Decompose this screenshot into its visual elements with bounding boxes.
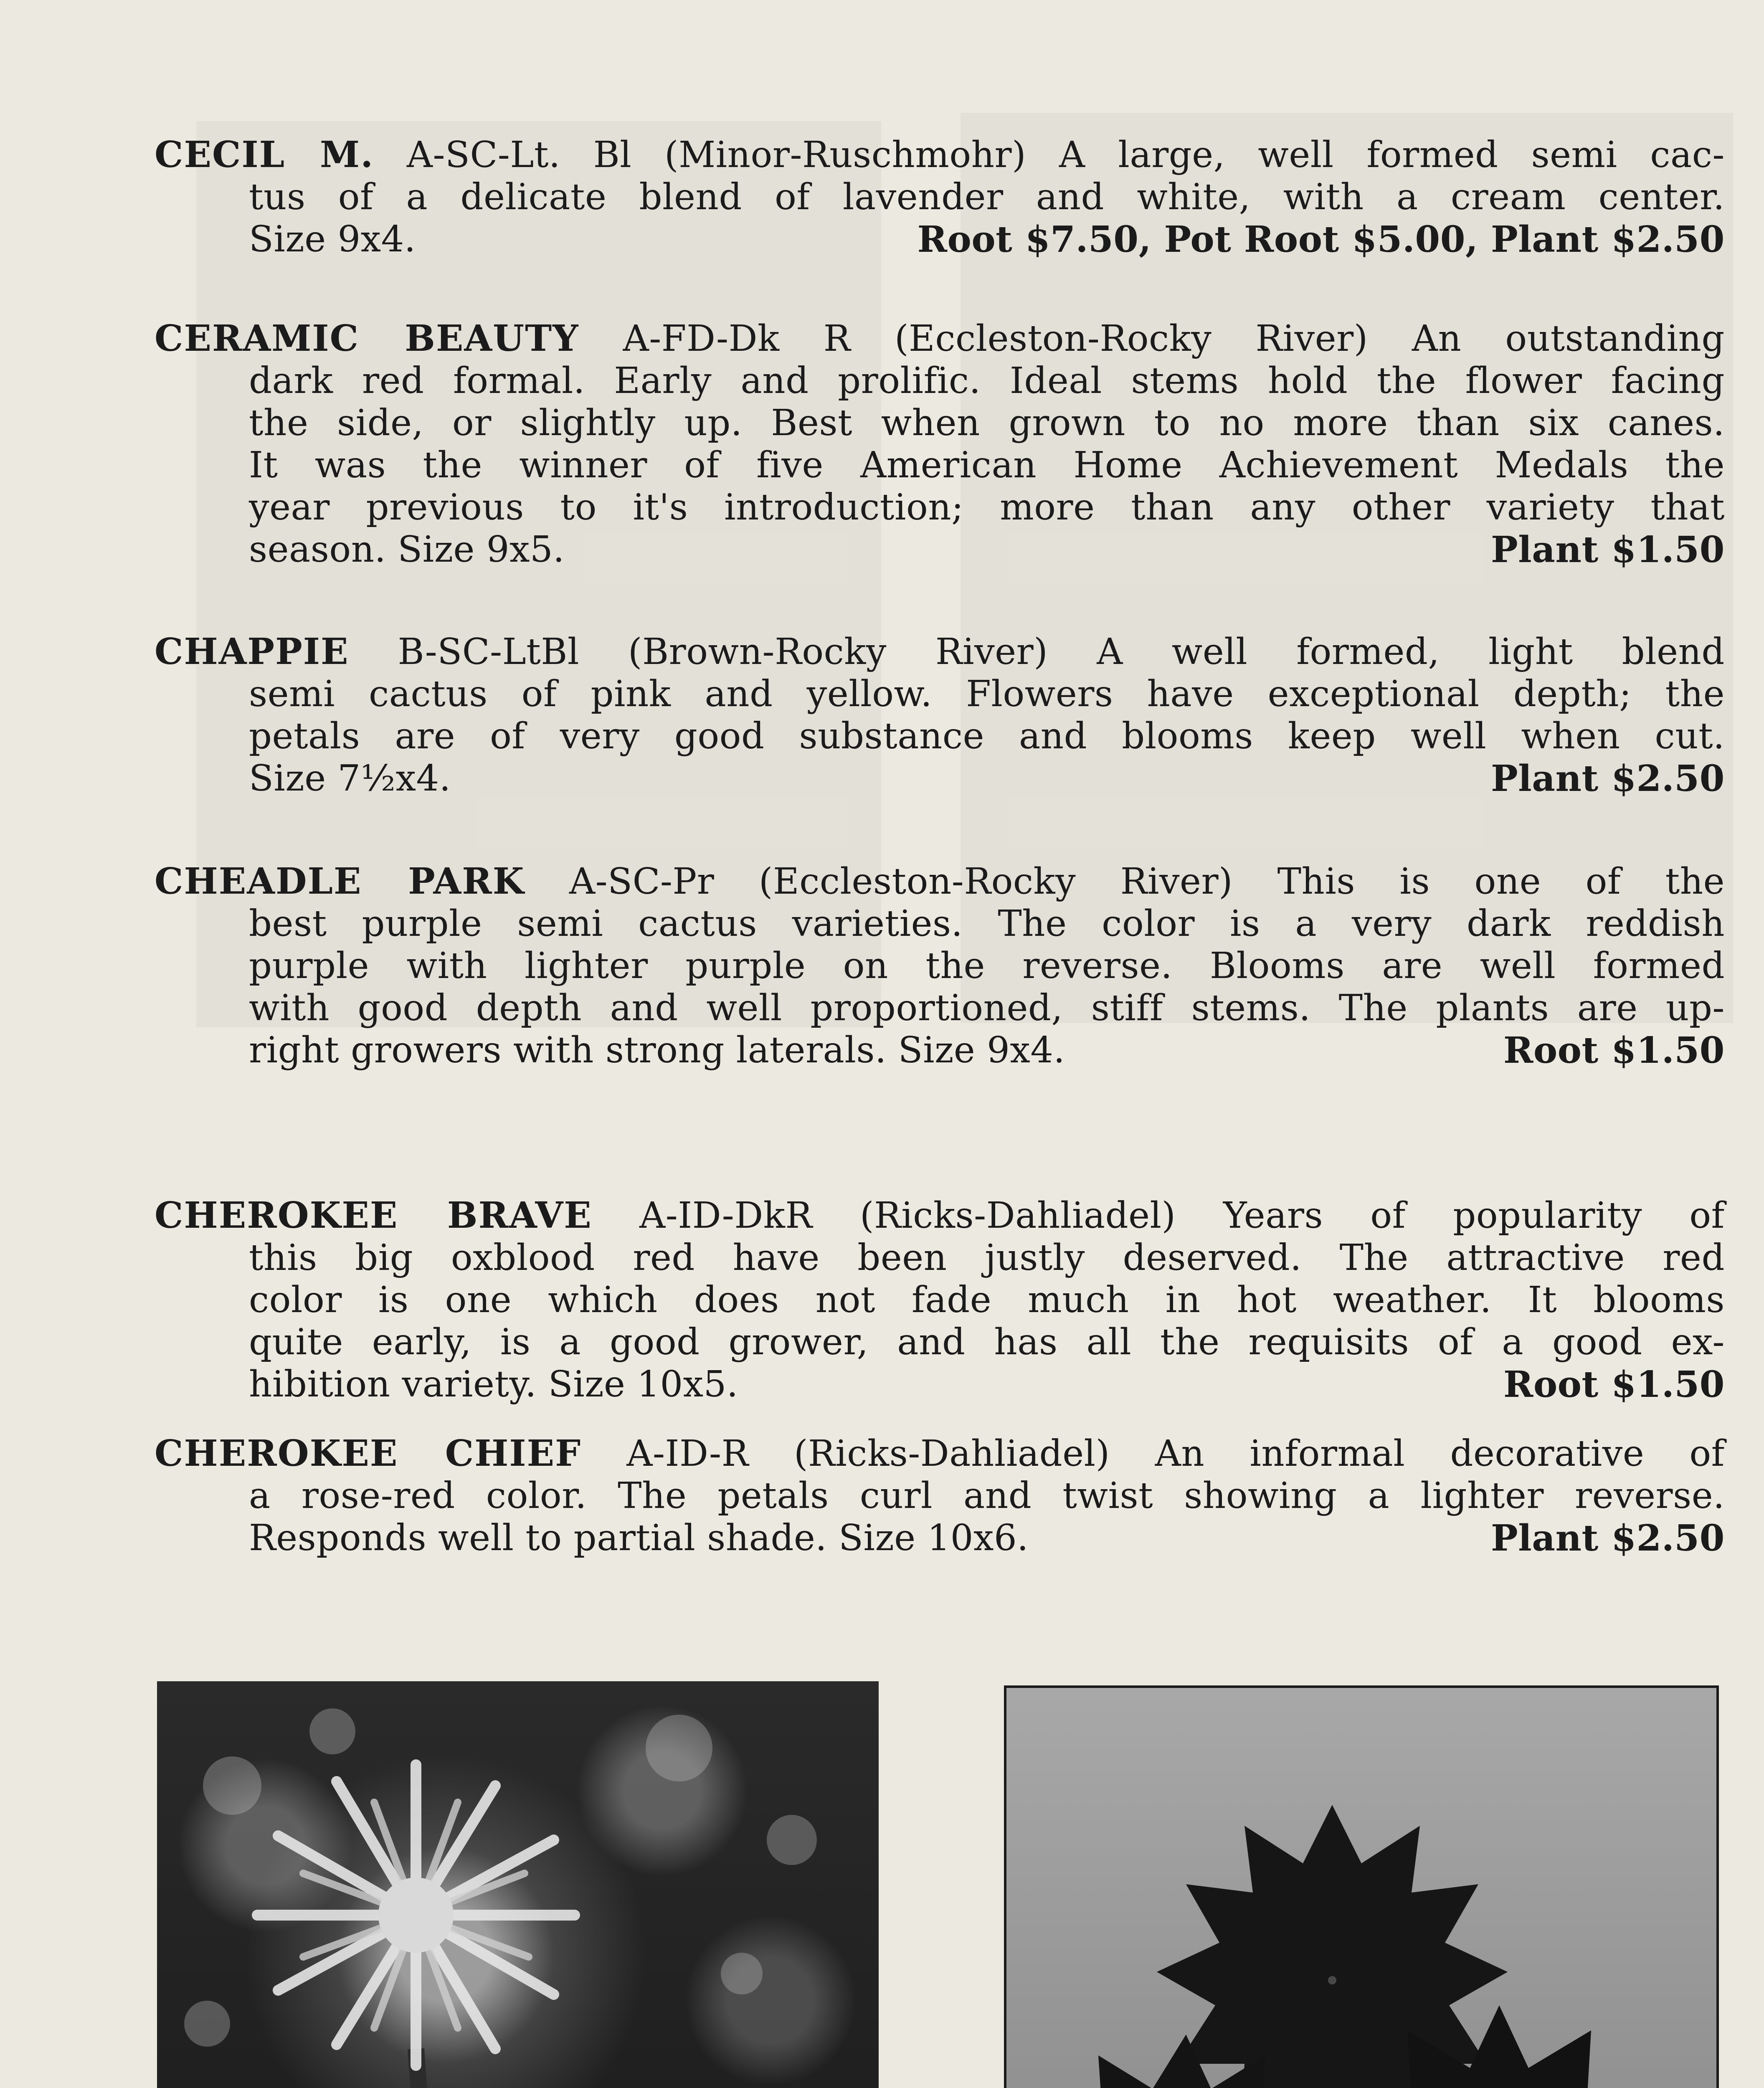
entry-text: A-ID-DkR (Ricks-Dahliadel) Years of popularity of: [592, 1195, 1725, 1237]
entry-line: petals are of very good substance and blooms keep well when cut.: [249, 715, 1725, 757]
variety-name: CHEROKEE BRAVE: [155, 1194, 592, 1237]
entry-size: hibition variety. Size 10x5.: [249, 1363, 738, 1405]
variety-name: CHEROKEE CHIEF: [155, 1432, 582, 1475]
entry-price: Root $7.50, Pot Root $5.00, Plant $2.50: [917, 218, 1725, 261]
entry-line: It was the winner of five American Home Achievement Medals the: [249, 444, 1725, 486]
ceramic-beauty-photo: [1004, 1685, 1719, 2088]
entry-last-line: [155, 218, 1725, 261]
entry-ceramic-beauty: [155, 317, 1725, 571]
entry-first-line: [155, 1194, 1725, 1237]
cascade-oriole-photo: [157, 1681, 879, 2088]
entry-cheadle-park: [155, 860, 1725, 1072]
entry-line: a rose-red color. The petals curl and twist showing a lighter reverse.: [249, 1475, 1725, 1517]
entry-line: this big oxblood red have been justly deserved. The attractive red: [249, 1237, 1725, 1279]
entry-first-line: [155, 631, 1725, 673]
entry-cherokee-brave: [155, 1194, 1725, 1406]
entry-cherokee-chief: [155, 1432, 1725, 1559]
entry-last-line: [155, 1029, 1725, 1072]
entry-line: year previous to it's introduction; more than any other variety that: [249, 487, 1725, 528]
entry-last-line: [155, 1363, 1725, 1406]
entry-size: Responds well to partial shade. Size 10x6.: [249, 1517, 1029, 1559]
entry-first-line: [155, 134, 1725, 176]
entry-line: tus of a delicate blend of lavender and white, with a cream center.: [249, 176, 1725, 218]
entry-line: semi cactus of pink and yellow. Flowers have exceptional depth; the: [249, 673, 1725, 715]
variety-name: CECIL M.: [155, 134, 374, 176]
entry-last-line: [155, 529, 1725, 571]
entry-line: color is one which does not fade much in hot weather. It blooms: [249, 1279, 1725, 1321]
entry-price: Plant $2.50: [1490, 1517, 1725, 1559]
entry-line: dark red formal. Early and prolific. Ideal stems hold the flower facing: [249, 360, 1725, 402]
entry-first-line: [155, 1432, 1725, 1475]
entry-line: quite early, is a good grower, and has all the requisits of a good ex-: [249, 1321, 1725, 1363]
entry-size: right growers with strong laterals. Size 9x4.: [249, 1029, 1065, 1071]
entry-line: with good depth and well proportioned, stiff stems. The plants are up-: [249, 987, 1725, 1029]
entry-cecil-m: [155, 134, 1725, 261]
entry-text: A-SC-Pr (Eccleston-Rocky River) This is one of the: [525, 861, 1725, 902]
variety-name: CHAPPIE: [155, 631, 349, 673]
entry-chappie: [155, 631, 1725, 800]
entry-line: purple with lighter purple on the reverse. Blooms are well formed: [249, 945, 1725, 987]
entry-line: best purple semi cactus varieties. The color is a very dark reddish: [249, 903, 1725, 945]
entry-size: Size 7½x4.: [249, 758, 451, 799]
entry-text: A-ID-R (Ricks-Dahliadel) An informal decorative of: [581, 1433, 1725, 1475]
entry-text: B-SC-LtBl (Brown-Rocky River) A well formed, light blend: [349, 631, 1725, 673]
entry-line: the side, or slightly up. Best when grown to no more than six canes.: [249, 402, 1725, 444]
cascade-oriole-flower-illustration: [157, 1681, 879, 2088]
entry-last-line: [155, 1517, 1725, 1559]
ceramic-beauty-flower-illustration: [1006, 1688, 1716, 2088]
variety-name: CERAMIC BEAUTY: [155, 317, 579, 360]
variety-name: CHEADLE PARK: [155, 860, 525, 902]
entry-size: Size 9x4.: [249, 218, 416, 260]
entry-first-line: [155, 317, 1725, 360]
entry-text: A-SC-Lt. Bl (Minor-Ruschmohr) A large, well formed semi cac-: [374, 134, 1725, 176]
entry-price: Root $1.50: [1503, 1029, 1725, 1072]
entry-size: season. Size 9x5.: [249, 529, 565, 570]
entry-price: Root $1.50: [1503, 1363, 1725, 1406]
entry-first-line: [155, 860, 1725, 903]
entry-last-line: [155, 758, 1725, 800]
entry-text: A-FD-Dk R (Eccleston-Rocky River) An outstanding: [579, 318, 1725, 360]
entry-price: Plant $1.50: [1490, 529, 1725, 571]
entry-price: Plant $2.50: [1490, 758, 1725, 800]
